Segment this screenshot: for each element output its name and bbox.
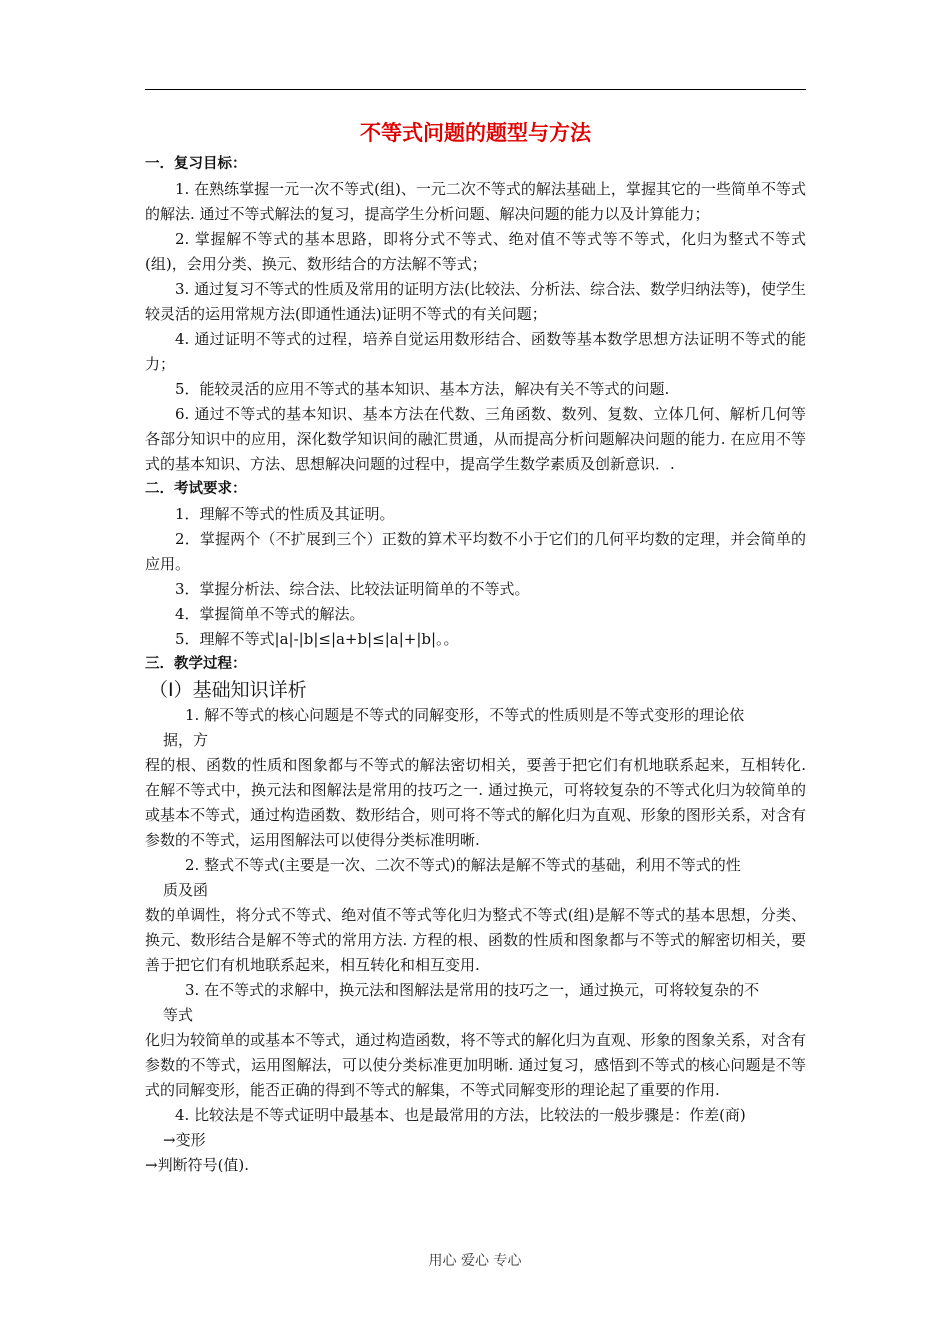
basics-para-2-body: 数的单调性，将分式不等式、绝对值不等式等化归为整式不等式(组)是解不等式的基本思想，分类、换元、数形结合是解不等式的常用方法. 方程的根、函数的性质和图象都与不等式的解密切相关，要善于把它们有机地联系起来，相互转化和相互变用. [145, 906, 806, 974]
basics-para-4-first-line: 4. 比较法是不等式证明中最基本、也是最常用的方法，比较法的一般步骤是：作差(商) [175, 1106, 746, 1124]
basics-para-4-body: →判断符号(值). [145, 1156, 250, 1174]
subsection-heading-basics: （Ⅰ）基础知识详析 [149, 679, 307, 701]
basics-para-4-wrap: →变形 [163, 1131, 206, 1149]
header-rule [145, 89, 806, 90]
requirement-item-1: 1．理解不等式的性质及其证明。 [175, 505, 395, 523]
basics-para-2-wrap: 质及函 [163, 881, 209, 899]
basics-para-1-wrap: 据，方 [163, 731, 209, 749]
basics-para-1-body: 程的根、函数的性质和图象都与不等式的解法密切相关，要善于把它们有机地联系起来，互相转化. 在解不等式中，换元法和图解法是常用的技巧之一. 通过换元，可将较复杂的不等式化归为较简单的或基本不等式，通过构造函数、数形结合，则可将不等式的解化归为直观、形象的图形关系，对含有参数的不等式，运用图解法可以使得分类标准明晰. [145, 756, 806, 849]
goal-item-5: 5．能较灵活的应用不等式的基本知识、基本方法，解决有关不等式的问题. [175, 380, 670, 398]
basics-para-1-first-line: 1. 解不等式的核心问题是不等式的同解变形，不等式的性质则是不等式变形的理论依 [185, 706, 745, 724]
section-heading-review-goals: 一．复习目标： [145, 156, 247, 172]
basics-para-2-first-line: 2. 整式不等式(主要是一次、二次不等式)的解法是解不等式的基础，利用不等式的性 [185, 856, 741, 874]
goal-item-3: 3. 通过复习不等式的性质及常用的证明方法(比较法、分析法、综合法、数学归纳法等)，使学生较灵活的运用常规方法(即通性通法)证明不等式的有关问题； [145, 280, 806, 323]
page-footer: 用心 爱心 专心 [428, 1253, 522, 1269]
section-heading-exam-requirements: 二．考试要求： [145, 481, 247, 497]
requirement-item-3: 3．掌握分析法、综合法、比较法证明简单的不等式。 [175, 580, 530, 598]
document-body [145, 118, 806, 1178]
goal-item-1: 1. 在熟练掌握一元一次不等式(组)、一元二次不等式的解法基础上，掌握其它的一些简单不等式的解法. 通过不等式解法的复习，提高学生分析问题、解决问题的能力以及计算能力； [145, 180, 806, 223]
requirement-item-2: 2．掌握两个（不扩展到三个）正数的算术平均数不小于它们的几何平均数的定理，并会简单的应用。 [145, 530, 806, 573]
requirement-item-4: 4．掌握简单不等式的解法。 [175, 605, 365, 623]
basics-para-3-wrap: 等式 [163, 1006, 194, 1024]
document-title: 不等式问题的题型与方法 [360, 121, 591, 145]
section-heading-teaching-process: 三．教学过程： [145, 656, 247, 672]
goal-item-4: 4. 通过证明不等式的过程，培养自觉运用数形结合、函数等基本数学思想方法证明不等式的能力； [145, 330, 806, 373]
goal-item-2: 2. 掌握解不等式的基本思路，即将分式不等式、绝对值不等式等不等式，化归为整式不等式(组)，会用分类、换元、数形结合的方法解不等式； [145, 230, 806, 273]
goal-item-6: 6. 通过不等式的基本知识、基本方法在代数、三角函数、数列、复数、立体几何、解析几何等各部分知识中的应用，深化数学知识间的融汇贯通，从而提高分析问题解决问题的能力. 在应用不等式的基本知识、方法、思想解决问题的过程中，提高学生数学素质及创新意识．. [145, 405, 806, 473]
basics-para-3-first-line: 3. 在不等式的求解中，换元法和图解法是常用的技巧之一，通过换元，可将较复杂的不 [185, 981, 760, 999]
requirement-item-5: 5．理解不等式|a|-|b|≤|a+b|≤|a|+|b|。。 [175, 630, 459, 648]
basics-para-3-body: 化归为较简单的或基本不等式，通过构造函数，将不等式的解化归为直观、形象的图象关系，对含有参数的不等式，运用图解法，可以使分类标准更加明晰. 通过复习，感悟到不等式的核心问题是不等式的同解变形，能否正确的得到不等式的解集，不等式同解变形的理论起了重要的作用. [145, 1031, 806, 1099]
